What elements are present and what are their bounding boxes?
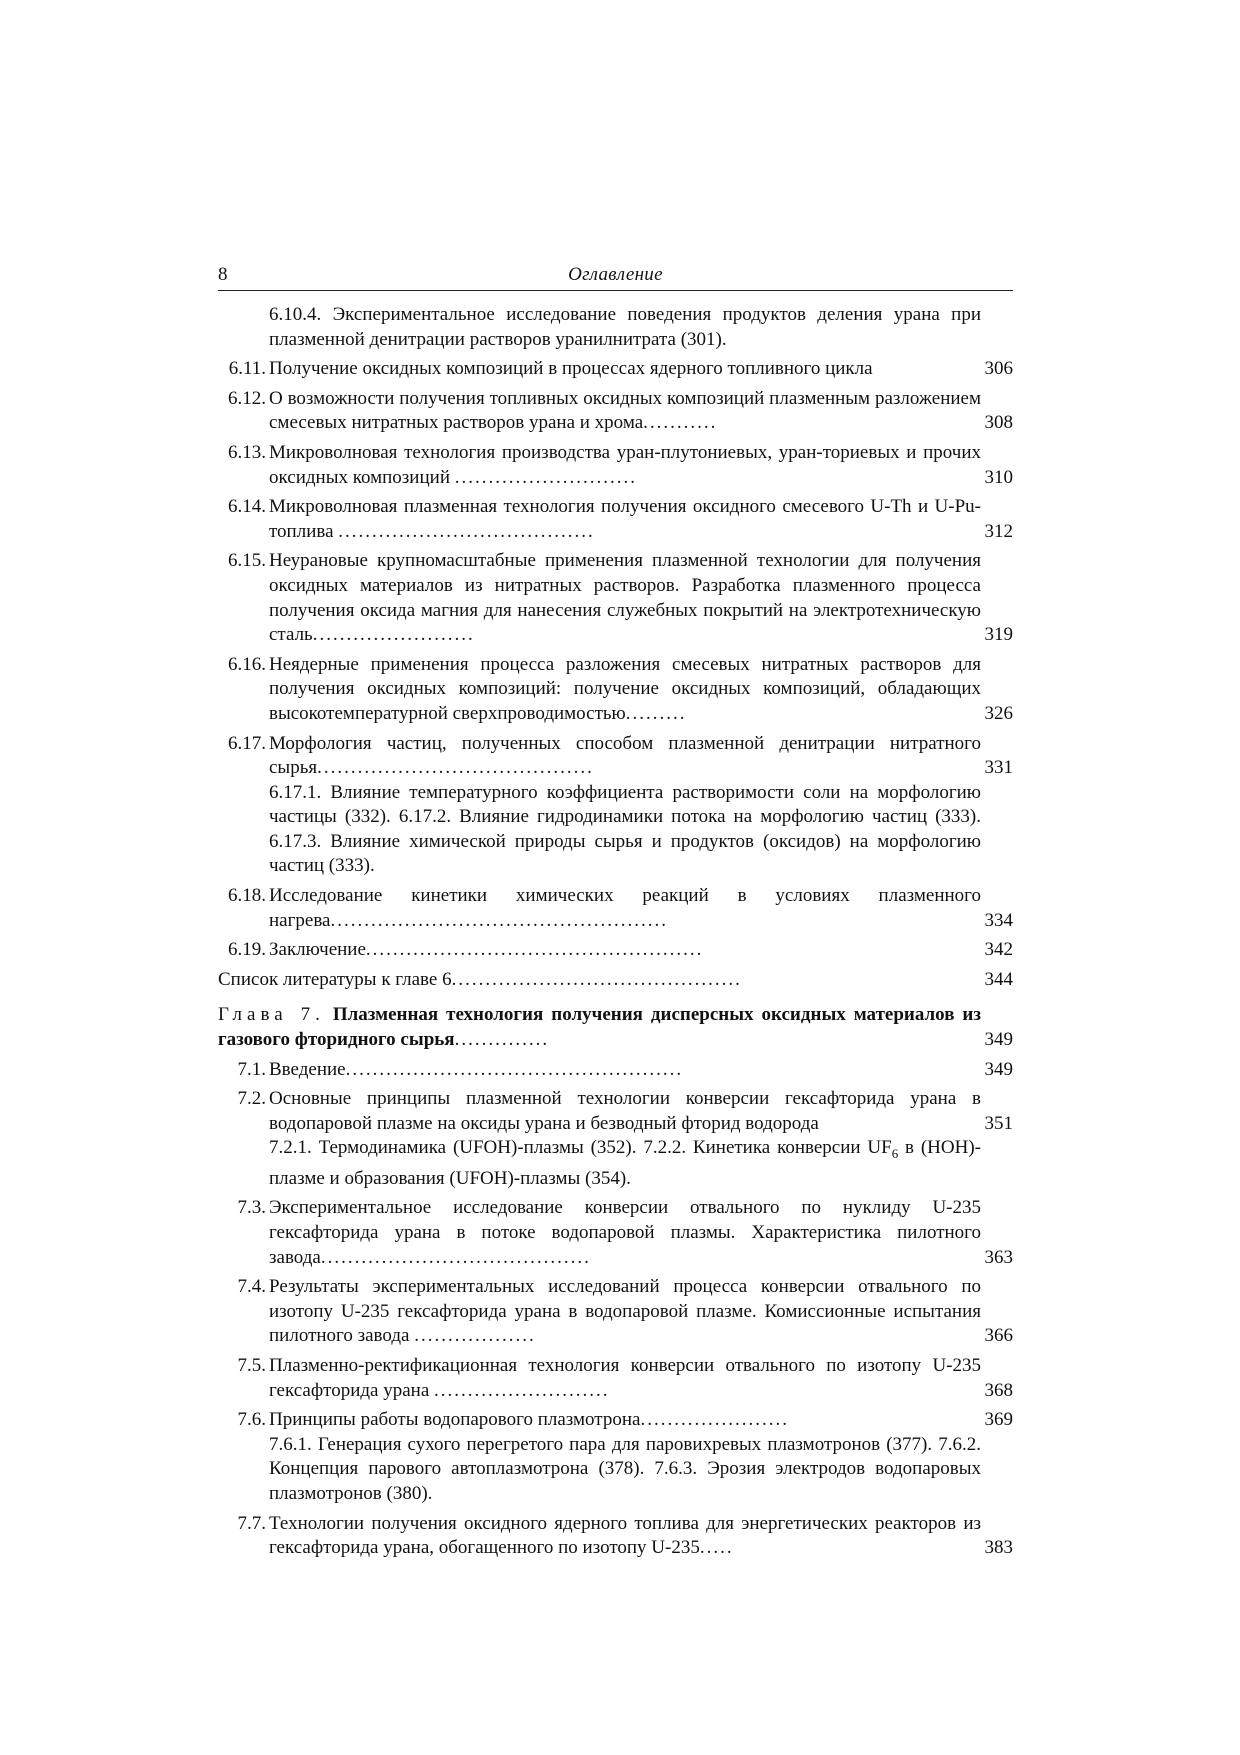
- section-number: 6.12.: [228, 387, 266, 409]
- leader-dots: ......................................: [338, 520, 595, 542]
- section-title: Заключение: [269, 939, 366, 961]
- section-number: 7.2.: [237, 1088, 266, 1110]
- page-ref: 363: [984, 1246, 1013, 1268]
- leader-dots: ...........: [643, 412, 718, 434]
- table-of-contents: [218, 303, 1013, 1561]
- section-title: Неурановые крупномасштабные применения плазменной технологии для получения оксидных материалов из нитратных растворов. Разработка плазменного процесса получения оксида магния для нанесения служебных покрытий на электротехническую сталь: [269, 550, 981, 646]
- leader-dots: ..................................................: [330, 909, 668, 931]
- toc-entry-6-16[interactable]: [218, 653, 1013, 727]
- section-number: 7.4.: [237, 1276, 266, 1298]
- leader-dots: ..................: [414, 1325, 536, 1347]
- section-title: Результаты экспериментальных исследований процесса конверсии отвального по изотопу U-235 гексафторида урана в водопаровой плазме. Комиссионные испытания пилотного завода: [269, 1276, 981, 1347]
- toc-entry-6-19[interactable]: [218, 938, 1013, 963]
- leader-dots: ......................: [640, 1409, 789, 1431]
- toc-entry-6-14[interactable]: [218, 495, 1013, 544]
- page-ref: 312: [984, 520, 1013, 542]
- toc-entry-6-12[interactable]: [218, 387, 1013, 436]
- toc-entry-6-17[interactable]: [218, 732, 1013, 880]
- page-ref: 319: [984, 624, 1013, 646]
- section-title: Принципы работы водопарового плазмотрона: [269, 1409, 641, 1431]
- leader-dots: ...........................................: [451, 968, 742, 990]
- section-number: 7.5.: [237, 1354, 266, 1376]
- section-number: 7.7.: [237, 1512, 266, 1534]
- section-title: Список литературы к главе 6: [218, 968, 452, 990]
- leader-dots: .........: [625, 702, 687, 724]
- page-ref: 368: [984, 1379, 1013, 1401]
- section-number: 6.11.: [228, 358, 266, 380]
- toc-entry-7-2[interactable]: [218, 1087, 1013, 1191]
- page-ref: 342: [984, 939, 1013, 961]
- section-title: Микроволновая технология производства уран-плутониевых, уран-ториевых и прочих оксидных композиций: [269, 441, 981, 488]
- section-title: Плазменно-ректификационная технология конверсии отвального по изотопу U-235 гексафторида урана: [269, 1354, 981, 1401]
- page-ref: 334: [984, 909, 1013, 931]
- subsection-list: 6.10.4. Экспериментальное исследование поведения продуктов деления урана при плазменной денитрации растворов уранилнитрата (301).: [269, 304, 981, 350]
- page-ref: 349: [984, 1058, 1013, 1080]
- toc-entry-chapter-7[interactable]: [218, 1003, 1013, 1052]
- toc-entry-6-10-4: [218, 303, 1013, 352]
- toc-entry-7-4[interactable]: [218, 1275, 1013, 1349]
- page-ref: 326: [984, 702, 1013, 724]
- leader-dots: ..........................: [434, 1379, 610, 1401]
- page-ref: 308: [984, 412, 1013, 434]
- subsection-text: 7.2.1. Термодинамика (UFOH)-плазмы (352). 7.2.2. Кинетика конверсии UF: [269, 1137, 892, 1159]
- section-title: Введение: [269, 1058, 346, 1080]
- page-ref: 349: [984, 1029, 1013, 1051]
- toc-entry-literature-6[interactable]: [218, 968, 1013, 993]
- toc-entry-6-18[interactable]: [218, 884, 1013, 933]
- subsection-list: [269, 1136, 981, 1191]
- subscript: 6: [891, 1146, 899, 1162]
- section-title: Неядерные применения процесса разложения смесевых нитратных растворов для получения оксидных композиций: получение оксидных композиций, обладающих высокотемпературной сверхпроводимостью: [269, 653, 981, 724]
- chapter-title: Плазменная технология получения дисперсных оксидных материалов из газового фторидного сырья: [218, 1004, 982, 1051]
- leader-dots: ..............: [454, 1029, 550, 1051]
- page-ref: 344: [984, 968, 1013, 990]
- page-ref: 366: [984, 1325, 1013, 1347]
- section-number: 6.15.: [228, 550, 266, 572]
- subsection-text: в (HOH)-плазме и образования (UFOH)-плазмы (354).: [269, 1137, 981, 1189]
- page-ref: 310: [984, 466, 1013, 488]
- leader-dots: .....: [699, 1537, 734, 1559]
- section-number: 7.3.: [237, 1197, 266, 1219]
- running-title: Оглавление: [568, 264, 663, 285]
- chapter-label: Глава 7.: [218, 1004, 325, 1026]
- book-page: [218, 262, 1013, 1566]
- section-title: Основные принципы плазменной технологии конверсии гексафторида урана в водопаровой плазме на оксиды урана и безводный фторид водорода: [269, 1088, 981, 1134]
- section-number: 6.16.: [228, 653, 266, 675]
- toc-entry-6-11[interactable]: [218, 357, 1013, 382]
- section-number: 6.14.: [228, 496, 266, 518]
- section-number: 6.17.: [228, 732, 266, 754]
- toc-entry-7-7[interactable]: [218, 1512, 1013, 1561]
- running-head: [218, 262, 1013, 291]
- page-ref: 306: [984, 358, 1013, 380]
- section-title: Морфология частиц, полученных способом плазменной денитрации нитратного сырья: [269, 732, 981, 779]
- section-number: 6.19.: [228, 939, 266, 961]
- toc-entry-6-15[interactable]: [218, 549, 1013, 647]
- page-ref: 369: [984, 1409, 1013, 1431]
- section-number: 7.6.: [237, 1409, 266, 1431]
- section-title: Экспериментальное исследование конверсии отвального по нуклиду U-235 гексафторида урана в потоке водопаровой плазмы. Характеристика пилотного завода: [269, 1197, 981, 1268]
- section-title: Исследование кинетики химических реакций в условиях плазменного нагрева: [269, 885, 981, 931]
- page-number: 8: [218, 264, 228, 285]
- toc-entry-7-6[interactable]: [218, 1408, 1013, 1506]
- leader-dots: ..................................................: [345, 1058, 684, 1080]
- subsection-list: 6.17.1. Влияние температурного коэффициента растворимости соли на морфологию частицы (332). 6.17.2. Влияние гидродинамики потока на морфологию частиц (333). 6.17.3. Влияние химической природы сырья и продуктов (оксидов) на морфологию частиц (333).: [269, 781, 981, 877]
- section-title: О возможности получения топливных оксидных композиций плазменным разложением смесевых нитратных растворов урана и хрома: [269, 387, 981, 434]
- section-title: Получение оксидных композиций в процессах ядерного топливного цикла: [269, 358, 873, 380]
- toc-entry-6-13[interactable]: [218, 441, 1013, 490]
- leader-dots: .........................................: [317, 757, 594, 779]
- toc-entry-7-1[interactable]: [218, 1058, 1013, 1083]
- section-title: Технологии получения оксидного ядерного топлива для энергетических реакторов из гексафторида урана, обогащенного по изотопу U-235: [269, 1512, 981, 1559]
- section-number: 7.1.: [237, 1058, 266, 1080]
- section-title: Микроволновая плазменная технология получения оксидного смесевого U-Th и U-Pu-топлива: [269, 496, 981, 542]
- leader-dots: ........................................: [320, 1246, 591, 1268]
- leader-dots: ..................................................: [365, 939, 704, 961]
- leader-dots: ........................: [312, 624, 475, 646]
- page-ref: 331: [984, 757, 1013, 779]
- page-ref: 351: [984, 1112, 1013, 1134]
- leader-dots: ...........................: [454, 466, 637, 488]
- section-number: 6.18.: [228, 885, 266, 907]
- toc-entry-7-5[interactable]: [218, 1354, 1013, 1403]
- page-ref: 383: [984, 1537, 1013, 1559]
- subsection-list: 7.6.1. Генерация сухого перегретого пара для паровихревых плазмотронов (377). 7.6.2. Концепция парового автоплазмотрона (378). 7.6.3. Эрозия электродов водопаровых плазмотронов (380).: [269, 1433, 981, 1504]
- toc-entry-7-3[interactable]: [218, 1196, 1013, 1270]
- section-number: 6.13.: [228, 441, 266, 463]
